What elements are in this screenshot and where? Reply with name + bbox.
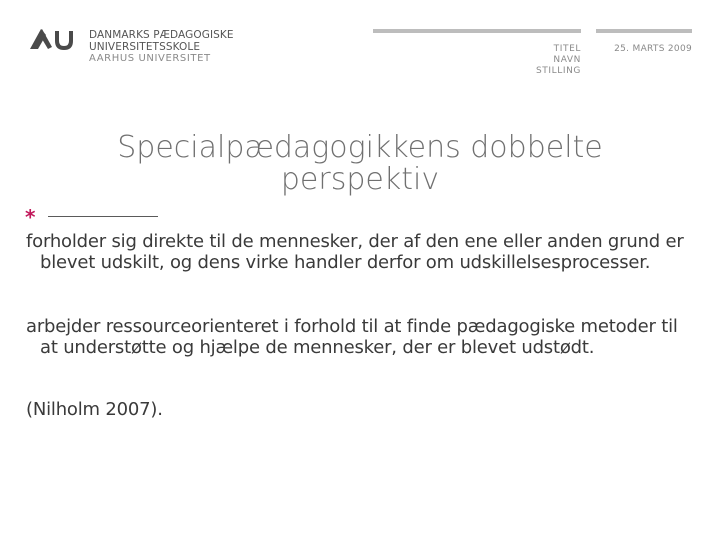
- meta-titel: TITEL: [553, 44, 581, 54]
- meta-navn: NAVN: [553, 55, 581, 65]
- body-paragraph-1: forholder sig direkte til de mennesker, der af den ene eller anden grund er blevet udskilt, og dens virke handler derfor om udskillelsesprocesser.: [26, 231, 684, 273]
- meta-stilling: STILLING: [535, 66, 581, 76]
- citation: (Nilholm 2007).: [26, 399, 163, 420]
- slide-title-line-2: perspektiv: [280, 162, 440, 197]
- au-logo: [28, 25, 76, 51]
- institution-line-3: AARHUS UNIVERSITET: [89, 53, 211, 64]
- asterisk-bullet-icon: *: [25, 205, 36, 229]
- institution-name: [89, 29, 234, 65]
- slide-title: [60, 132, 660, 196]
- institution-line-2: UNIVERSITETSSKOLE: [89, 41, 201, 53]
- slide-date: 25. MARTS 2009: [614, 44, 692, 54]
- header-rule-left: [373, 29, 581, 33]
- slide-title-line-1: Specialpædagogikkens dobbelte: [117, 130, 603, 165]
- institution-line-1: DANMARKS PÆDAGOGISKE: [89, 29, 234, 41]
- header-rule-right: [596, 29, 692, 33]
- bullet-divider: [48, 216, 158, 217]
- body-paragraph-2: arbejder ressourceorienteret i forhold til at finde pædagogiske metoder til at understøtte og hjælpe de mennesker, der er blevet udstødt.: [26, 316, 678, 358]
- presenter-meta: [520, 44, 581, 77]
